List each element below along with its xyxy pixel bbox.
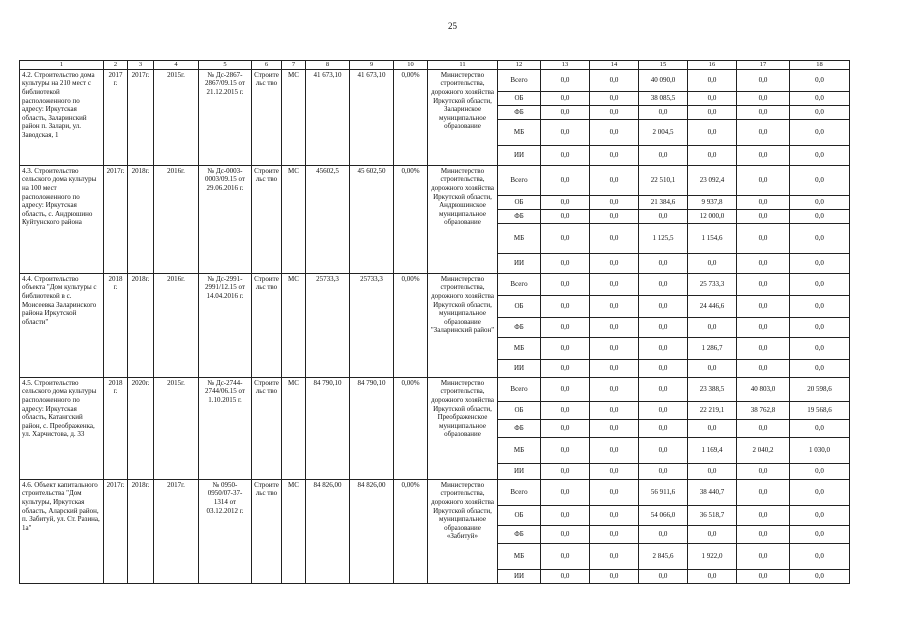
- value-col-16: 24 446,6: [688, 295, 737, 317]
- value-col-13: 0,0: [541, 209, 590, 223]
- value-col-16: 38 440,7: [688, 479, 737, 505]
- value-col-14: 0,0: [590, 209, 639, 223]
- value-col-17: 0,0: [737, 569, 790, 583]
- value-col-18: 0,0: [790, 525, 850, 543]
- value-col-18: 0,0: [790, 165, 850, 195]
- column-number: 13: [541, 61, 590, 70]
- value-col-13: 0,0: [541, 253, 590, 273]
- value-col-16: 0,0: [688, 359, 737, 377]
- column-number: 6: [252, 61, 282, 70]
- executor: Министерство строительства, дорожного хозяйства Иркутской области, Андрюшинское муниципальное образование: [428, 165, 498, 273]
- value-col-16: 0,0: [688, 105, 737, 119]
- value-col-14: 0,0: [590, 119, 639, 145]
- value-col-13: 0,0: [541, 543, 590, 569]
- value-col-15: 2 845,6: [639, 543, 688, 569]
- value-col-13: 0,0: [541, 359, 590, 377]
- value-col-17: 0,0: [737, 505, 790, 525]
- readiness: 0,00%: [394, 273, 428, 377]
- readiness: 0,00%: [394, 69, 428, 165]
- start-year: 2017 г.: [104, 69, 128, 165]
- value-col-13: 0,0: [541, 525, 590, 543]
- responsible: МС: [282, 377, 306, 479]
- funding-source: ОБ: [498, 401, 541, 419]
- value-col-17: 0,0: [737, 253, 790, 273]
- funding-source: Всего: [498, 69, 541, 91]
- value-col-13: 0,0: [541, 505, 590, 525]
- value-col-13: 0,0: [541, 401, 590, 419]
- value-col-13: 0,0: [541, 195, 590, 209]
- value-col-14: 0,0: [590, 253, 639, 273]
- value-col-14: 0,0: [590, 377, 639, 401]
- total-cost: 41 673,10: [306, 69, 350, 165]
- expertise-doc: № Дс-0003-0003/09.15 от 29.06.2016 г.: [199, 165, 252, 273]
- column-number: 5: [199, 61, 252, 70]
- value-col-17: 0,0: [737, 525, 790, 543]
- design-year: 2015г.: [154, 377, 199, 479]
- design-year: 2017г.: [154, 479, 199, 583]
- total-cost: 84 790,10: [306, 377, 350, 479]
- value-col-13: 0,0: [541, 479, 590, 505]
- value-col-13: 0,0: [541, 105, 590, 119]
- value-col-18: 0,0: [790, 119, 850, 145]
- value-col-17: 0,0: [737, 359, 790, 377]
- value-col-14: 0,0: [590, 543, 639, 569]
- value-col-16: 1 154,6: [688, 223, 737, 253]
- expertise-doc: № Дс-2867-2867/09.15 от 21.12.2015 г.: [199, 69, 252, 165]
- value-col-18: 0,0: [790, 359, 850, 377]
- value-col-14: 0,0: [590, 337, 639, 359]
- value-col-18: 0,0: [790, 209, 850, 223]
- column-number: 9: [350, 61, 394, 70]
- value-col-14: 0,0: [590, 145, 639, 165]
- value-col-13: 0,0: [541, 569, 590, 583]
- work-type: Строительс тво: [252, 377, 282, 479]
- value-col-14: 0,0: [590, 359, 639, 377]
- end-year: 2017г.: [128, 69, 154, 165]
- expertise-doc: № Дс-2744-2744/06.15 от 1.10.2015 г.: [199, 377, 252, 479]
- value-col-14: 0,0: [590, 569, 639, 583]
- value-col-18: 0,0: [790, 273, 850, 295]
- column-number: 17: [737, 61, 790, 70]
- readiness: 0,00%: [394, 479, 428, 583]
- value-col-14: 0,0: [590, 437, 639, 463]
- funding-source: ОБ: [498, 91, 541, 105]
- value-col-13: 0,0: [541, 295, 590, 317]
- work-type: Строительс тво: [252, 273, 282, 377]
- funding-source: ОБ: [498, 295, 541, 317]
- table-row: [20, 273, 850, 295]
- column-number-row: [20, 61, 850, 70]
- design-year: 2016г.: [154, 273, 199, 377]
- column-number: 2: [104, 61, 128, 70]
- value-col-15: 0,0: [639, 359, 688, 377]
- value-col-15: 0,0: [639, 317, 688, 337]
- column-number: 1: [20, 61, 104, 70]
- column-number: 15: [639, 61, 688, 70]
- total-cost: 45602,5: [306, 165, 350, 273]
- responsible: МС: [282, 69, 306, 165]
- value-col-14: 0,0: [590, 479, 639, 505]
- table-row: [20, 479, 850, 505]
- funding-source: ФБ: [498, 419, 541, 437]
- table-row: [20, 165, 850, 195]
- responsible: МС: [282, 479, 306, 583]
- column-number: 11: [428, 61, 498, 70]
- value-col-16: 1 286,7: [688, 337, 737, 359]
- value-col-18: 0,0: [790, 105, 850, 119]
- column-number: 10: [394, 61, 428, 70]
- remaining-cost: 84 790,10: [350, 377, 394, 479]
- remaining-cost: 25733,3: [350, 273, 394, 377]
- value-col-13: 0,0: [541, 377, 590, 401]
- column-number: 4: [154, 61, 199, 70]
- value-col-18: 20 598,6: [790, 377, 850, 401]
- end-year: 2018г.: [128, 165, 154, 273]
- value-col-17: 0,0: [737, 223, 790, 253]
- value-col-17: 2 040,2: [737, 437, 790, 463]
- value-col-17: 0,0: [737, 317, 790, 337]
- total-cost: 25733,3: [306, 273, 350, 377]
- value-col-16: 0,0: [688, 569, 737, 583]
- value-col-18: 19 568,6: [790, 401, 850, 419]
- value-col-14: 0,0: [590, 419, 639, 437]
- funding-source: ФБ: [498, 317, 541, 337]
- funding-source: Всего: [498, 377, 541, 401]
- value-col-14: 0,0: [590, 69, 639, 91]
- value-col-18: 0,0: [790, 419, 850, 437]
- value-col-18: 0,0: [790, 337, 850, 359]
- start-year: 2018 г.: [104, 273, 128, 377]
- value-col-14: 0,0: [590, 223, 639, 253]
- value-col-14: 0,0: [590, 317, 639, 337]
- value-col-13: 0,0: [541, 165, 590, 195]
- value-col-14: 0,0: [590, 91, 639, 105]
- value-col-18: 0,0: [790, 479, 850, 505]
- value-col-16: 0,0: [688, 69, 737, 91]
- funding-source: МБ: [498, 337, 541, 359]
- value-col-15: 0,0: [639, 401, 688, 419]
- value-col-16: 0,0: [688, 253, 737, 273]
- responsible: МС: [282, 165, 306, 273]
- value-col-17: 0,0: [737, 273, 790, 295]
- value-col-18: 0,0: [790, 295, 850, 317]
- work-type: Строительс тво: [252, 479, 282, 583]
- value-col-15: 0,0: [639, 105, 688, 119]
- value-col-16: 22 219,1: [688, 401, 737, 419]
- value-col-18: 0,0: [790, 69, 850, 91]
- value-col-13: 0,0: [541, 419, 590, 437]
- value-col-18: 0,0: [790, 253, 850, 273]
- start-year: 2018 г.: [104, 377, 128, 479]
- remaining-cost: 84 826,00: [350, 479, 394, 583]
- start-year: 2017г.: [104, 165, 128, 273]
- value-col-14: 0,0: [590, 273, 639, 295]
- value-col-17: 0,0: [737, 543, 790, 569]
- value-col-15: 54 066,0: [639, 505, 688, 525]
- funding-source: ИИ: [498, 145, 541, 165]
- funding-source: Всего: [498, 479, 541, 505]
- end-year: 2020г.: [128, 377, 154, 479]
- end-year: 2018г.: [128, 479, 154, 583]
- value-col-16: 1 169,4: [688, 437, 737, 463]
- expertise-doc: № 0950-0950/07-37-1314 от 03.12.2012 г.: [199, 479, 252, 583]
- responsible: МС: [282, 273, 306, 377]
- value-col-16: 0,0: [688, 419, 737, 437]
- funding-source: ОБ: [498, 195, 541, 209]
- executor: Министерство строительства, дорожного хозяйства Иркутской области, муниципальное образование «Забитуй»: [428, 479, 498, 583]
- funding-source: ФБ: [498, 209, 541, 223]
- value-col-16: 0,0: [688, 145, 737, 165]
- work-type: Строительс тво: [252, 69, 282, 165]
- object-name: 4.5. Строительство сельского дома культуры расположенного по адресу: Иркутская область, Катангский район, с. Преображенка, ул. Харчистова, д. 33: [20, 377, 104, 479]
- funding-source: ИИ: [498, 569, 541, 583]
- column-number: 18: [790, 61, 850, 70]
- value-col-18: 0,0: [790, 317, 850, 337]
- value-col-17: 40 803,0: [737, 377, 790, 401]
- value-col-16: 25 733,3: [688, 273, 737, 295]
- value-col-18: 0,0: [790, 91, 850, 105]
- value-col-14: 0,0: [590, 525, 639, 543]
- value-col-14: 0,0: [590, 165, 639, 195]
- value-col-15: 0,0: [639, 145, 688, 165]
- value-col-13: 0,0: [541, 69, 590, 91]
- funding-source: ИИ: [498, 359, 541, 377]
- value-col-17: 0,0: [737, 209, 790, 223]
- funding-source: ФБ: [498, 105, 541, 119]
- value-col-18: 1 030,0: [790, 437, 850, 463]
- value-col-17: 0,0: [737, 119, 790, 145]
- value-col-15: 0,0: [639, 209, 688, 223]
- value-col-14: 0,0: [590, 105, 639, 119]
- budget-table: [19, 60, 850, 584]
- funding-source: Всего: [498, 165, 541, 195]
- start-year: 2017г.: [104, 479, 128, 583]
- value-col-18: 0,0: [790, 195, 850, 209]
- value-col-16: 23 388,5: [688, 377, 737, 401]
- value-col-16: 0,0: [688, 317, 737, 337]
- object-name: 4.2. Строительство дома культуры на 210 мест с библиотекой расположенного по адресу: Иркутская область, Заларинский район п. Залари, ул. Заводская, 1: [20, 69, 104, 165]
- funding-source: МБ: [498, 223, 541, 253]
- expertise-doc: № Дс-2991-2991/12.15 от 14.04.2016 г.: [199, 273, 252, 377]
- value-col-15: 1 125,5: [639, 223, 688, 253]
- value-col-17: 38 762,8: [737, 401, 790, 419]
- value-col-13: 0,0: [541, 91, 590, 105]
- value-col-13: 0,0: [541, 437, 590, 463]
- remaining-cost: 41 673,10: [350, 69, 394, 165]
- value-col-13: 0,0: [541, 317, 590, 337]
- funding-source: МБ: [498, 543, 541, 569]
- value-col-14: 0,0: [590, 401, 639, 419]
- value-col-13: 0,0: [541, 273, 590, 295]
- total-cost: 84 826,00: [306, 479, 350, 583]
- value-col-16: 36 518,7: [688, 505, 737, 525]
- funding-source: Всего: [498, 273, 541, 295]
- work-type: Строительс тво: [252, 165, 282, 273]
- value-col-15: 0,0: [639, 377, 688, 401]
- column-number: 12: [498, 61, 541, 70]
- value-col-14: 0,0: [590, 463, 639, 479]
- value-col-13: 0,0: [541, 463, 590, 479]
- value-col-17: 0,0: [737, 463, 790, 479]
- executor: Министерство строительства, дорожного хозяйства Иркутской области, муниципальное образование "Заларинский район": [428, 273, 498, 377]
- column-number: 7: [282, 61, 306, 70]
- object-name: 4.6. Объект капитального строительства "Дом культуры, Иркутская область, Аларский район, п. Забитуй, ул. Ст. Разина, 1а": [20, 479, 104, 583]
- column-number: 3: [128, 61, 154, 70]
- value-col-15: 21 384,6: [639, 195, 688, 209]
- value-col-18: 0,0: [790, 463, 850, 479]
- value-col-15: 22 510,1: [639, 165, 688, 195]
- table-row: [20, 69, 850, 91]
- value-col-17: 0,0: [737, 337, 790, 359]
- value-col-16: 1 922,0: [688, 543, 737, 569]
- remaining-cost: 45 602,50: [350, 165, 394, 273]
- end-year: 2018г.: [128, 273, 154, 377]
- value-col-17: 0,0: [737, 91, 790, 105]
- value-col-16: 12 000,0: [688, 209, 737, 223]
- value-col-13: 0,0: [541, 223, 590, 253]
- value-col-17: 0,0: [737, 105, 790, 119]
- readiness: 0,00%: [394, 377, 428, 479]
- value-col-17: 0,0: [737, 145, 790, 165]
- executor: Министерство строительства, дорожного хозяйства Иркутской области, Преображенское муниципальное образование: [428, 377, 498, 479]
- readiness: 0,00%: [394, 165, 428, 273]
- design-year: 2016г.: [154, 165, 199, 273]
- value-col-16: 0,0: [688, 119, 737, 145]
- page-number: 25: [448, 21, 457, 31]
- funding-source: ИИ: [498, 253, 541, 273]
- column-number: 14: [590, 61, 639, 70]
- value-col-15: 2 004,5: [639, 119, 688, 145]
- funding-source: МБ: [498, 437, 541, 463]
- column-number: 8: [306, 61, 350, 70]
- value-col-13: 0,0: [541, 145, 590, 165]
- value-col-18: 0,0: [790, 569, 850, 583]
- value-col-15: 0,0: [639, 437, 688, 463]
- value-col-15: 0,0: [639, 463, 688, 479]
- funding-source: ФБ: [498, 525, 541, 543]
- value-col-17: 0,0: [737, 165, 790, 195]
- value-col-13: 0,0: [541, 337, 590, 359]
- funding-source: ИИ: [498, 463, 541, 479]
- funding-source: ОБ: [498, 505, 541, 525]
- value-col-16: 0,0: [688, 91, 737, 105]
- column-number: 16: [688, 61, 737, 70]
- value-col-15: 40 090,0: [639, 69, 688, 91]
- value-col-15: 0,0: [639, 419, 688, 437]
- value-col-15: 56 911,6: [639, 479, 688, 505]
- value-col-15: 38 085,5: [639, 91, 688, 105]
- value-col-16: 23 092,4: [688, 165, 737, 195]
- value-col-16: 0,0: [688, 525, 737, 543]
- value-col-17: 0,0: [737, 295, 790, 317]
- value-col-17: 0,0: [737, 69, 790, 91]
- executor: Министерство строительства, дорожного хозяйства Иркутской области, Заларинское муниципальное образование: [428, 69, 498, 165]
- value-col-15: 0,0: [639, 337, 688, 359]
- value-col-15: 0,0: [639, 253, 688, 273]
- value-col-15: 0,0: [639, 273, 688, 295]
- value-col-14: 0,0: [590, 195, 639, 209]
- value-col-18: 0,0: [790, 543, 850, 569]
- design-year: 2015г.: [154, 69, 199, 165]
- value-col-16: 9 937,8: [688, 195, 737, 209]
- funding-source: МБ: [498, 119, 541, 145]
- table-row: [20, 377, 850, 401]
- value-col-13: 0,0: [541, 119, 590, 145]
- value-col-17: 0,0: [737, 419, 790, 437]
- value-col-15: 0,0: [639, 569, 688, 583]
- value-col-18: 0,0: [790, 145, 850, 165]
- value-col-18: 0,0: [790, 505, 850, 525]
- value-col-17: 0,0: [737, 195, 790, 209]
- value-col-14: 0,0: [590, 505, 639, 525]
- value-col-17: 0,0: [737, 479, 790, 505]
- value-col-14: 0,0: [590, 295, 639, 317]
- value-col-15: 0,0: [639, 525, 688, 543]
- value-col-18: 0,0: [790, 223, 850, 253]
- value-col-16: 0,0: [688, 463, 737, 479]
- object-name: 4.3. Строительство сельского дома культуры на 100 мест расположенного по адресу: Иркутская область, с. Андрюшино Куйтунского района: [20, 165, 104, 273]
- object-name: 4.4. Строительство объекта "Дом культуры с библиотекой в с. Моисеевка Заларинского района Иркутской области": [20, 273, 104, 377]
- value-col-15: 0,0: [639, 295, 688, 317]
